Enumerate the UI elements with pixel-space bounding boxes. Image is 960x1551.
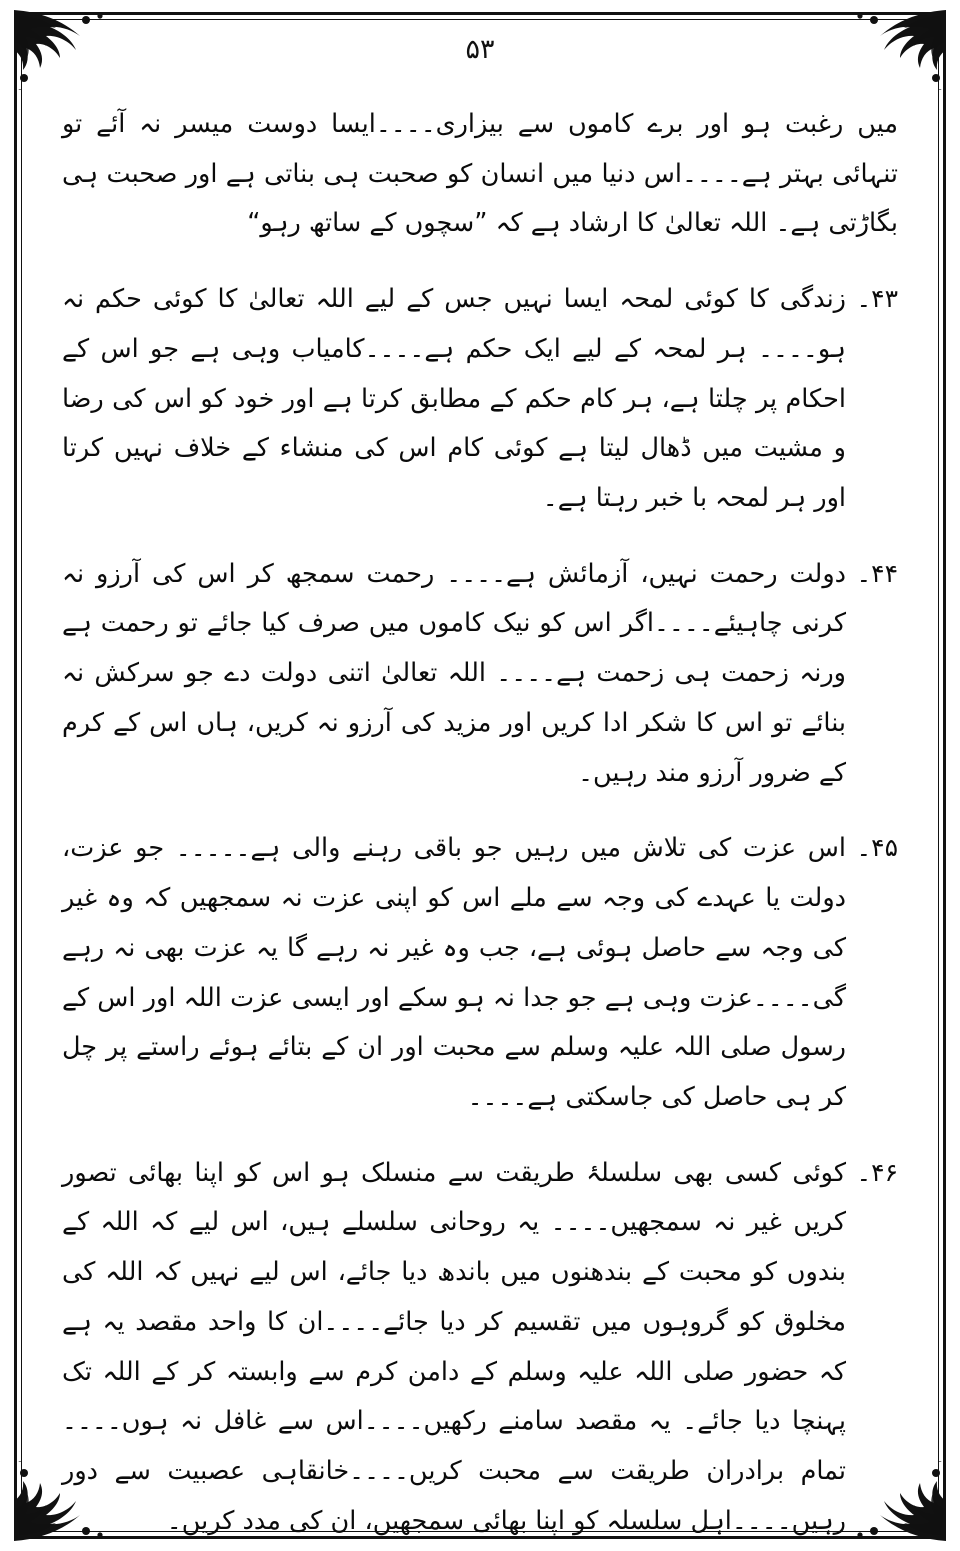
paragraph-item-46: [62, 1149, 898, 1547]
paragraph-number: ۴۴۔: [856, 558, 898, 588]
page-content: [62, 100, 898, 1536]
paragraph-item-43: [62, 275, 898, 524]
paragraph-text: زندگی کا کوئی لمحہ ایسا نہیں جس کے لیے اللہ تعالیٰ کا کوئی حکم نہ ہو۔۔۔۔ ہر لمحہ کے لیے ایک حکم ہے۔۔۔۔کامیاب وہی ہے جو اس کے احکام پر چلتا ہے، ہر کام حکم کے مطابق کرتا ہے اور خود کو اس کی رضا و مشیت میں ڈھال لیتا ہے کوئی کام اس کی منشاء کے خلاف نہیں کرتا اور ہر لمحہ با خبر رہتا ہے۔: [62, 284, 846, 514]
paragraph-text: دولت رحمت نہیں، آزمائش ہے۔۔۔۔ رحمت سمجھ کر اس کی آرزو نہ کرنی چاہیئے۔۔۔۔اگر اس کو نیک کاموں میں صرف کیا جائے تو رحمت ہے ورنہ زحمت ہی زحمت ہے۔۔۔۔ اللہ تعالیٰ اتنی دولت دے جو سرکش نہ بنائے تو اس کا شکر ادا کریں اور مزید کی آرزو نہ کریں، ہاں اس کے کرم کے ضرور آرزو مند رہیں۔: [62, 558, 846, 788]
paragraph-text: کوئی کسی بھی سلسلۂ طریقت سے منسلک ہو اس کو اپنا بھائی تصور کریں غیر نہ سمجھیں۔۔۔۔ یہ روحانی سلسلے ہیں، اس لیے کہ اللہ کے بندوں کو محبت کے بندھنوں میں باندھ دیا جائے، اس لیے نہیں کہ اللہ کی مخلوق کو گروہوں میں تقسیم کر دیا جائے۔۔۔۔ان کا واحد مقصد یہ ہے کہ حضور صلی اللہ علیہ وسلم کے دامن کرم سے وابستہ کر کے اللہ تک پہنچا دیا جائے۔ یہ مقصد سامنے رکھیں۔۔۔۔اس سے غافل نہ ہوں۔۔۔۔تمام برادران طریقت سے محبت کریں۔۔۔۔خانقاہی عصبیت سے دور رہیں۔۔۔۔اہل سلسلہ کو اپنا بھائی سمجھیں، ان کی مدد کریں۔: [62, 1157, 846, 1536]
paragraph-number: ۴۵۔: [856, 833, 898, 863]
paragraph-number: ۴۳۔: [856, 284, 898, 314]
paragraph-item-45: [62, 824, 898, 1122]
paragraph-intro: [62, 100, 898, 249]
page-number: ۵۳: [465, 34, 495, 65]
paragraph-text: اس عزت کی تلاش میں رہیں جو باقی رہنے والی ہے۔۔۔۔۔ جو عزت، دولت یا عہدے کی وجہ سے ملے اس کو اپنی عزت نہ سمجھیں کہ وہ غیر کی وجہ سے حاصل ہوئی ہے، جب وہ غیر نہ رہے گا یہ عزت بھی نہ رہے گی۔۔۔۔عزت وہی ہے جو جدا نہ ہو سکے اور ایسی عزت اللہ اور اس کے رسول صلی اللہ علیہ وسلم سے محبت اور ان کے بتائے ہوئے راستے پر چل کر ہی حاصل کی جاسکتی ہے۔۔۔۔: [62, 833, 846, 1112]
paragraph-text: میں رغبت ہو اور برے کاموں سے بیزاری۔۔۔۔ایسا دوست میسر نہ آئے تو تنہائی بہتر ہے۔۔۔۔اس دنیا میں انسان کو صحبت ہی بناتی ہے اور صحبت ہی بگاڑتی ہے۔ اللہ تعالیٰ کا ارشاد ہے کہ ”سچوں کے ساتھ رہو“: [62, 109, 898, 239]
paragraph-item-44: [62, 550, 898, 799]
paragraph-number: ۴۶۔: [856, 1157, 898, 1187]
